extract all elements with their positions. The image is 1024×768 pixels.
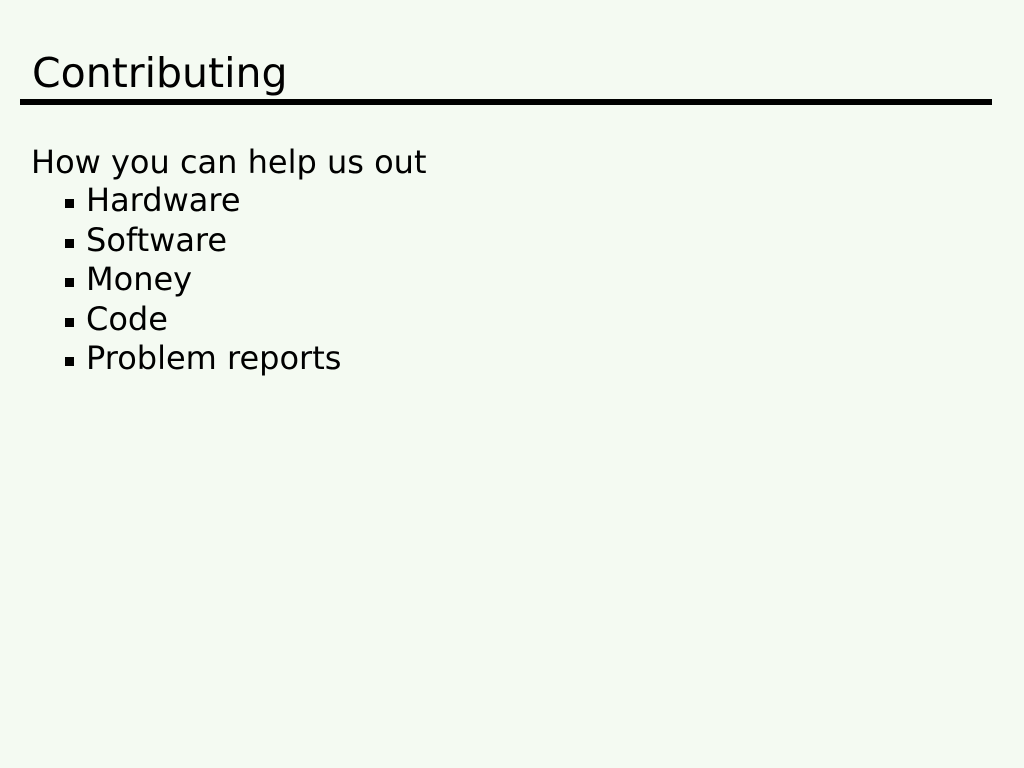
bullet-list-item <box>0 300 341 340</box>
bullet-list <box>0 181 341 379</box>
bullet-list-item <box>0 221 341 261</box>
slide-title: Contributing <box>32 49 288 97</box>
bullet-item-label: Money <box>86 260 193 298</box>
square-bullet-icon <box>65 199 74 208</box>
square-bullet-icon <box>65 239 74 248</box>
bullet-list-item <box>0 339 341 379</box>
square-bullet-icon <box>65 357 74 366</box>
bullet-item-label: Hardware <box>86 181 241 219</box>
bullet-list-item <box>0 260 341 300</box>
square-bullet-icon <box>65 278 74 287</box>
bullet-item-label: Code <box>86 299 168 338</box>
square-bullet-icon <box>65 318 74 327</box>
bullet-item-label: Problem reports <box>86 339 342 377</box>
bullet-item-label: Software <box>86 220 228 259</box>
body-heading: How you can help us out <box>31 143 427 181</box>
title-underline-rule <box>20 99 992 105</box>
bullet-list-item <box>0 181 341 221</box>
